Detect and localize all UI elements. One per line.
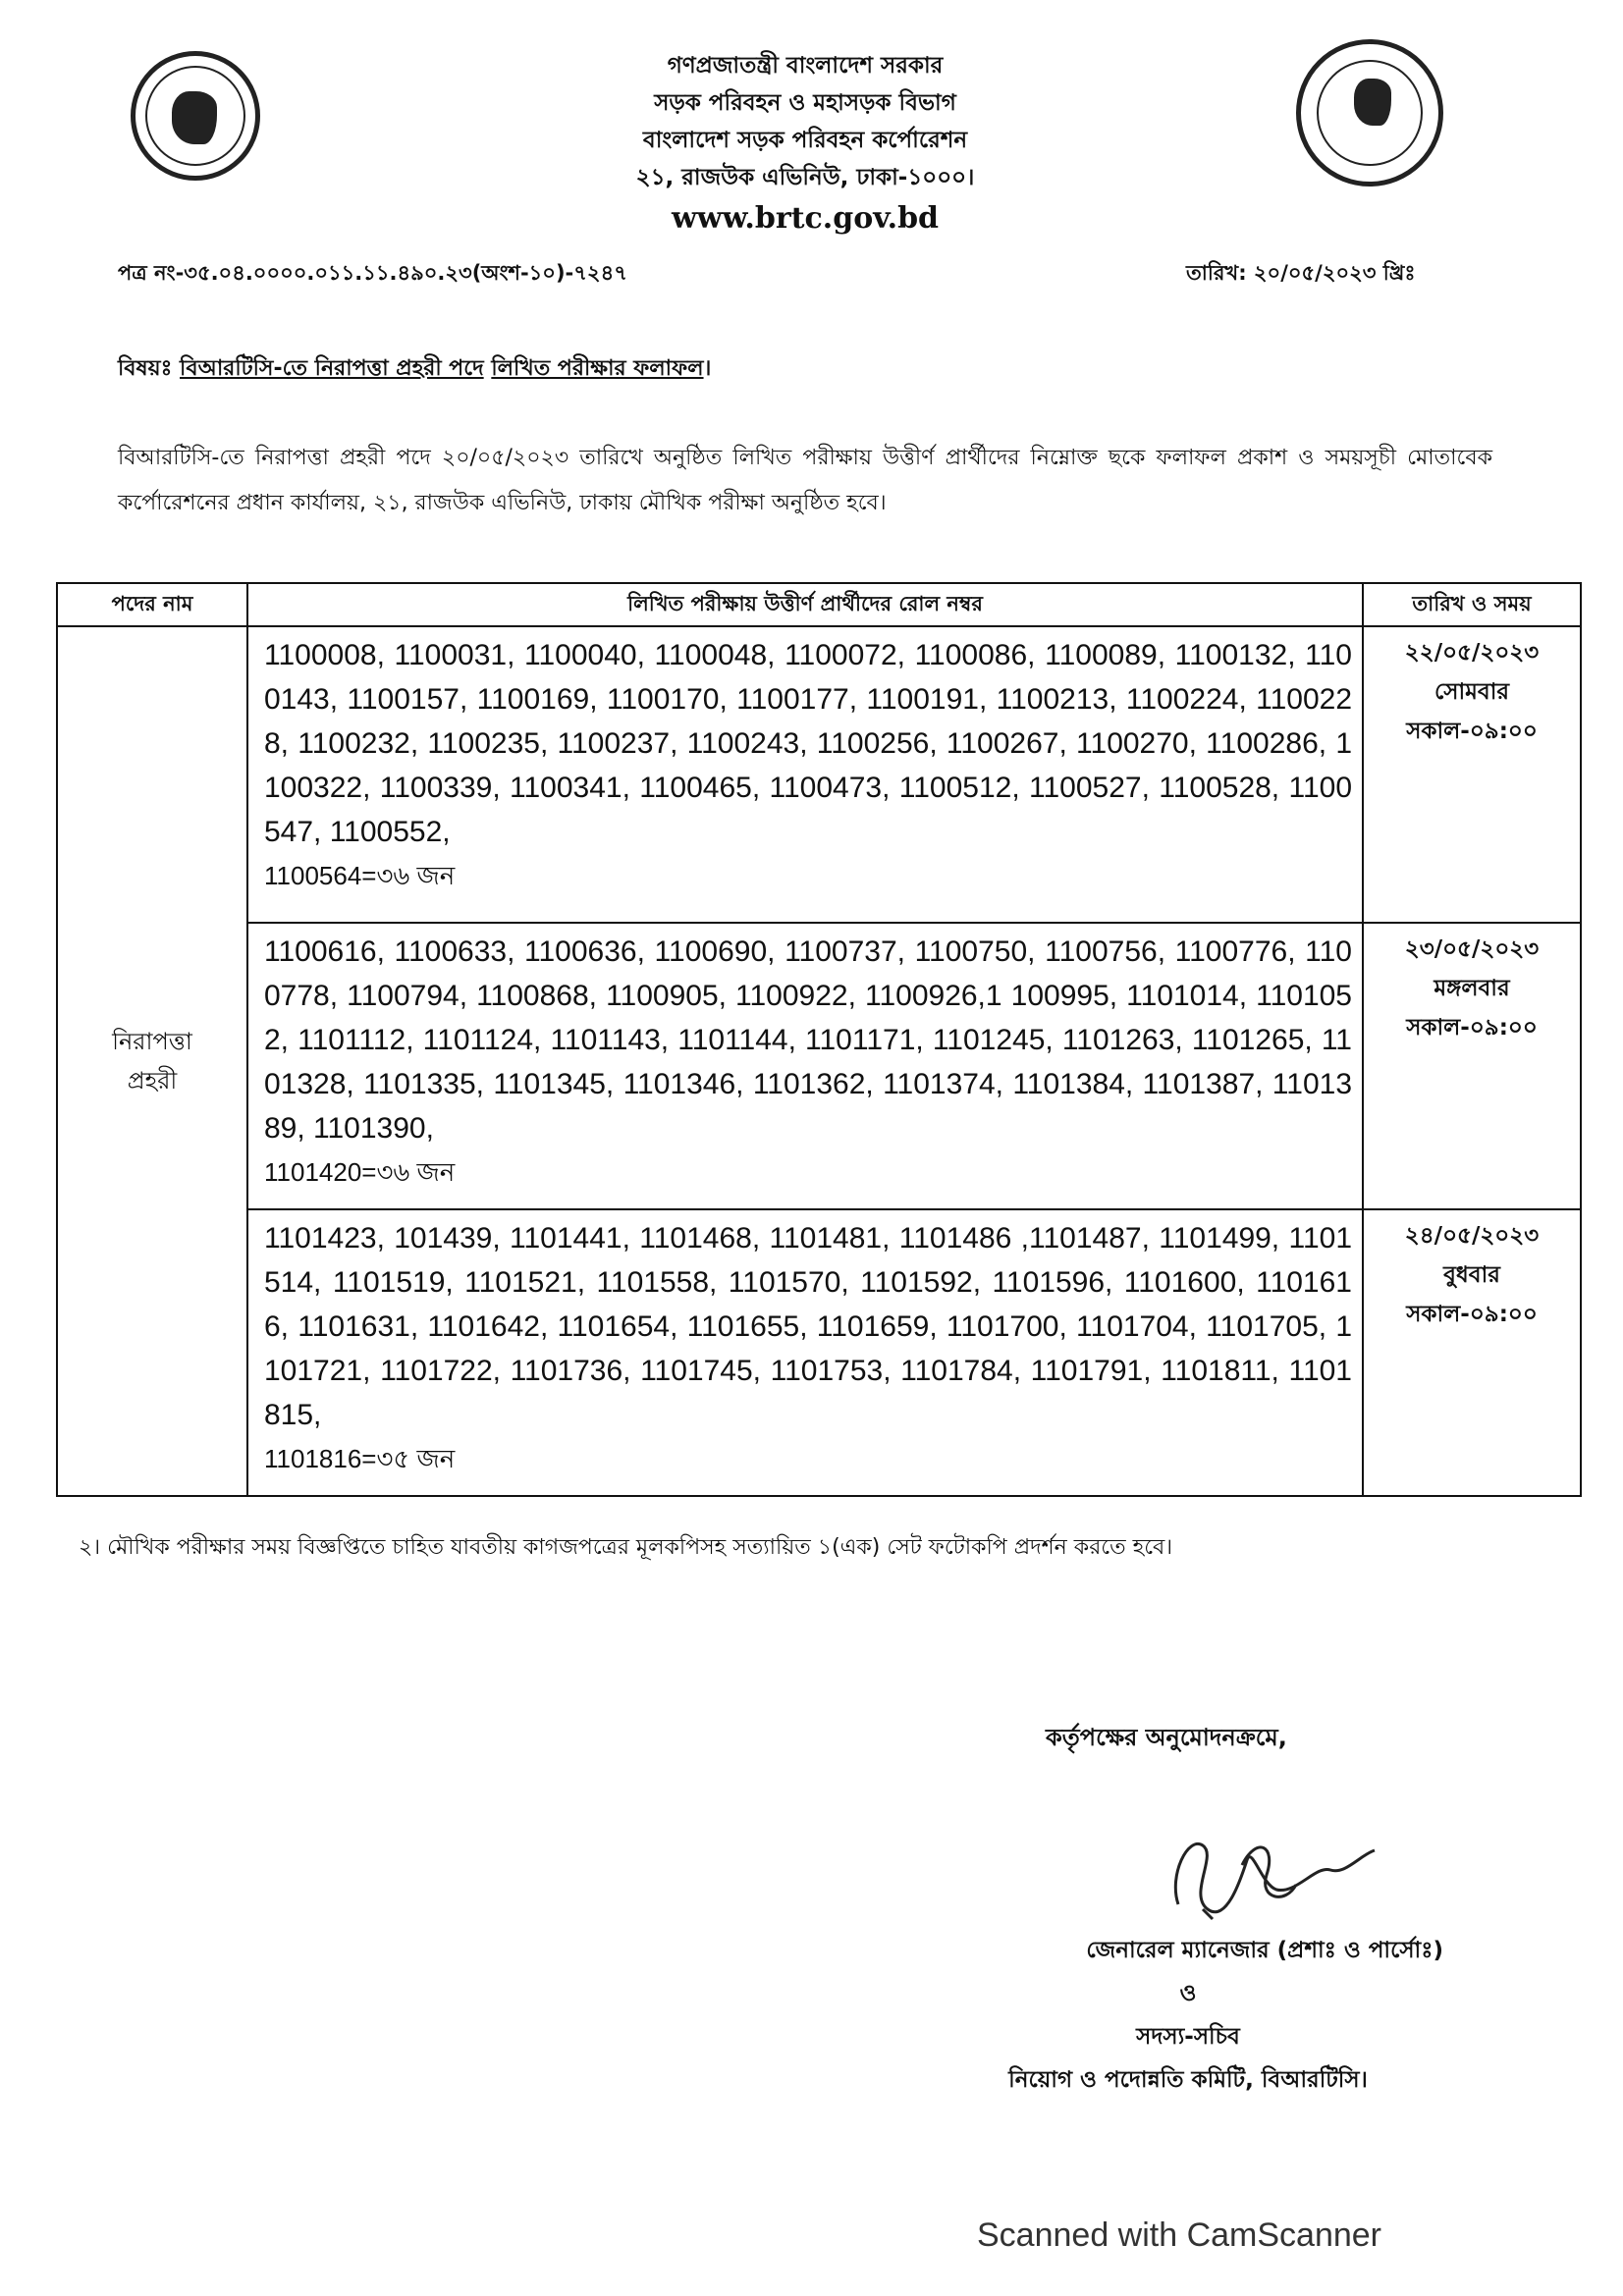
header-line: বাংলাদেশ সড়ক পরিবহন কর্পোরেশন [642, 128, 968, 153]
memo-reference: পত্র নং-৩৫.০৪.০০০০.০১১.১১.৪৯০.২৩(অংশ-১০)-৭২৪৭ [118, 261, 627, 285]
post-name-line: নিরাপত্তা [112, 1028, 192, 1055]
header-line: সড়ক পরিবহন ও মহাসড়ক বিভাগ [654, 90, 956, 116]
schedule-cell [1363, 923, 1581, 1209]
schedule-date: ২৪/০৫/২০২৩ [1404, 1223, 1540, 1249]
schedule-cell [1363, 1209, 1581, 1496]
roll-list [247, 923, 1363, 1209]
roll-count: 1101420=৩৬ জন [264, 1157, 456, 1187]
body-paragraph: বিআরটিসি-তে নিরাপত্তা প্রহরী পদে ২০/০৫/২০২৩ তারিখে অনুষ্ঠিত লিখিত পরীক্ষায় উত্তীর্ণ প্রার্থীদের নিম্নোক্ত ছকে ফলাফল প্রকাশ ও সময়সূচী মোতাবেক কর্পোরেশনের প্রধান কার্যালয়, ২১, রাজউক এভিনিউ, ঢাকায় মৌখিক পরীক্ষা অনুষ্ঠিত হবে। [118, 446, 1492, 515]
roll-list [247, 626, 1363, 923]
roll-count: 1101816=৩৫ জন [264, 1444, 456, 1473]
note-paragraph: ২। মৌখিক পরীক্ষার সময় বিজ্ঞপ্তিতে চাহিত যাবতীয় কাগজপত্রের মূলকপিসহ সত্যায়িত ১(এক) সেট ফটোকপি প্রদর্শন করতে হবে। [79, 1535, 1173, 1560]
result-table [56, 582, 1582, 1497]
website-link[interactable]: www.brtc.gov.bd [671, 201, 940, 236]
post-name-cell [57, 626, 247, 1496]
signature-committee: নিয়োগ ও পদোন্নতি কমিটি, বিআরটিসি। [1008, 2067, 1368, 2093]
schedule-time: সকাল-০৯:০০ [1406, 719, 1538, 744]
closing-line: কর্তৃপক্ষের অনুমোদনক্রমে, [1046, 1724, 1287, 1751]
letterhead [442, 47, 1168, 241]
header-line: ২১, রাজউক এভিনিউ, ঢাকা-১০০০। [635, 165, 975, 190]
table-row [57, 626, 1581, 923]
schedule-day: সোমবার [1434, 679, 1510, 705]
subject-end: । [703, 356, 712, 381]
government-seal-left [131, 51, 260, 181]
schedule-day: বুধবার [1443, 1262, 1500, 1288]
schedule-time: সকাল-০৯:০০ [1406, 1015, 1538, 1041]
subject-text-2: লিখিত পরীক্ষার ফলাফল [491, 356, 704, 381]
header-post-name: পদের নাম [57, 583, 247, 626]
roll-numbers: 1100616, 1100633, 1100636, 1100690, 1100737, 1100750, 1100756, 1100776, 1100778, 1100794, 1100868, 1100905, 1100922, 1100926,1 100995, 1101014, 1101052, 1101112, 1101124, 1101143, 1101144, 1101171, 1101245, 1101263, 1101265, 1101328, 1101335, 1101345, 1101346, 1101362, 1101374, 1101384, 1101387, 1101389, 1101390, [264, 935, 1352, 1145]
table-row [57, 1209, 1581, 1496]
signature-block [933, 1929, 1443, 2102]
signature-image [1149, 1816, 1394, 1944]
subject-line [118, 351, 711, 388]
subject-label: বিষয়ঃ [118, 356, 173, 381]
schedule-date: ২২/০৫/২০২৩ [1404, 640, 1540, 666]
signature-conjunction: ও [1179, 1981, 1197, 2006]
header-date-time: তারিখ ও সময় [1363, 583, 1581, 626]
signature-title: জেনারেল ম্যানেজার (প্রশাঃ ও পার্সোঃ) [1086, 1938, 1443, 1963]
memo-date: তারিখ: ২০/০৫/২০২৩ খ্রিঃ [1186, 261, 1416, 285]
schedule-day: মঙ্গলবার [1434, 976, 1510, 1001]
roll-numbers: 1101423, 101439, 1101441, 1101468, 1101481, 1101486 ,1101487, 1101499, 1101514, 1101519, 1101521, 1101558, 1101570, 1101592, 1101596, 1101600, 1101616, 1101631, 1101642, 1101654, 1101655, 1101659, 1101700, 1101704, 1101705, 1101721, 1101722, 1101736, 1101745, 1101753, 1101784, 1101791, 1101811, 1101815, [264, 1222, 1352, 1431]
scanner-watermark: Scanned with CamScanner [977, 2216, 1382, 2254]
post-name-line: প্রহরী [127, 1067, 178, 1095]
roll-numbers: 1100008, 1100031, 1100040, 1100048, 1100072, 1100086, 1100089, 1100132, 1100143, 1100157, 1100169, 1100170, 1100177, 1100191, 1100213, 1100224, 1100228, 1100232, 1100235, 1100237, 1100243, 1100256, 1100267, 1100270, 1100286, 1100322, 1100339, 1100341, 1100465, 1100473, 1100512, 1100527, 1100528, 1100547, 1100552, [264, 639, 1352, 848]
brtc-seal-right [1296, 39, 1443, 187]
header-line: গণপ্রজাতন্ত্রী বাংলাদেশ সরকার [667, 53, 944, 79]
schedule-time: সকাল-০৯:০০ [1406, 1302, 1538, 1327]
header-roll-numbers: লিখিত পরীক্ষায় উত্তীর্ণ প্রার্থীদের রোল নম্বর [247, 583, 1363, 626]
schedule-date: ২৩/০৫/২০২৩ [1404, 936, 1540, 962]
subject-text-1: বিআরটিসি-তে নিরাপত্তা প্রহরী পদে [180, 356, 484, 381]
schedule-cell [1363, 626, 1581, 923]
roll-count: 1100564=৩৬ জন [264, 861, 456, 890]
table-header-row [57, 583, 1581, 626]
table-row [57, 923, 1581, 1209]
signature-title: সদস্য-সচিব [1136, 2024, 1240, 2050]
roll-list [247, 1209, 1363, 1496]
